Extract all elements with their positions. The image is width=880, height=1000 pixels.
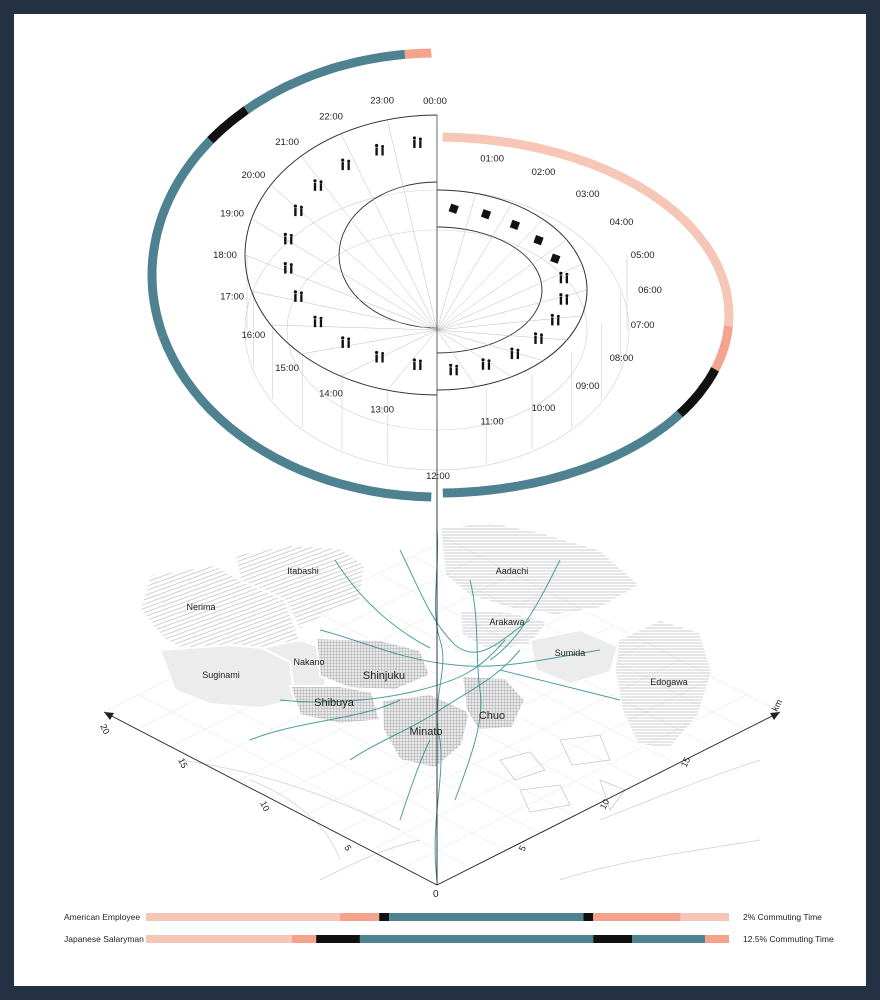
person-head-icon bbox=[510, 348, 513, 351]
person-head-icon bbox=[559, 293, 562, 296]
person-head-icon bbox=[313, 316, 316, 319]
person-body-icon bbox=[348, 340, 350, 348]
bar-segment-sleep bbox=[146, 935, 292, 943]
activity-figure bbox=[413, 136, 422, 148]
person-head-icon bbox=[375, 351, 378, 354]
hour-label: 15:00 bbox=[275, 363, 299, 375]
bar-segment-commute bbox=[593, 935, 632, 943]
person-head-icon bbox=[551, 314, 554, 317]
hour-label: 13:00 bbox=[370, 404, 394, 416]
clock-spoke bbox=[341, 330, 437, 376]
person-head-icon bbox=[375, 144, 378, 147]
bar-segment-work bbox=[389, 913, 583, 921]
district-label-shibuya: Shibuya bbox=[314, 697, 354, 709]
activity-figure bbox=[413, 358, 422, 370]
person-body-icon bbox=[450, 367, 452, 375]
axis-left-tick: 10 bbox=[258, 799, 272, 813]
clock-spoke bbox=[252, 291, 437, 330]
hour-label: 04:00 bbox=[609, 217, 634, 228]
person-body-icon bbox=[413, 140, 415, 148]
person-head-icon bbox=[565, 294, 568, 297]
activity-figure bbox=[510, 220, 520, 230]
hour-label: 02:00 bbox=[531, 167, 556, 179]
bar-segment-home bbox=[705, 935, 729, 943]
bar-segment-work bbox=[632, 935, 705, 943]
activity-figure bbox=[533, 235, 543, 245]
person-body-icon bbox=[551, 317, 553, 325]
time-band-segment-home bbox=[405, 53, 432, 54]
time-band-segment-commute bbox=[680, 369, 715, 414]
hour-label: 00:00 bbox=[423, 96, 447, 107]
bar-note-japanese: 12.5% Commuting Time bbox=[743, 934, 834, 944]
person-body-icon bbox=[284, 266, 286, 274]
hour-label: 11:00 bbox=[480, 416, 504, 428]
axis-right-tick: 5 bbox=[516, 843, 529, 853]
district-shape-aadachi bbox=[440, 522, 640, 615]
person-head-icon bbox=[449, 364, 452, 367]
person-body-icon bbox=[566, 297, 568, 305]
person-head-icon bbox=[455, 365, 458, 368]
district-label-aadachi: Aadachi bbox=[495, 566, 529, 576]
person-body-icon bbox=[511, 351, 513, 359]
bar-segment-home bbox=[340, 913, 379, 921]
activity-figure bbox=[375, 144, 384, 156]
axis-left-tick: 20 bbox=[98, 722, 112, 736]
bar-segment-sleep bbox=[146, 913, 340, 921]
activity-figure bbox=[449, 204, 459, 214]
bar-segment-home bbox=[292, 935, 317, 943]
hour-label: 12:00 bbox=[426, 471, 450, 482]
hour-label: 19:00 bbox=[220, 208, 245, 220]
sleep-box-icon bbox=[550, 253, 560, 263]
person-body-icon bbox=[300, 209, 302, 217]
person-body-icon bbox=[314, 319, 316, 327]
person-body-icon bbox=[456, 368, 458, 376]
person-body-icon bbox=[534, 336, 536, 344]
person-body-icon bbox=[566, 276, 568, 284]
hour-label: 01:00 bbox=[480, 153, 504, 165]
person-body-icon bbox=[419, 363, 421, 371]
person-head-icon bbox=[300, 291, 303, 294]
person-body-icon bbox=[375, 355, 377, 363]
time-band-segment-work bbox=[443, 414, 680, 493]
person-head-icon bbox=[284, 262, 287, 265]
hour-label: 14:00 bbox=[319, 388, 343, 400]
person-body-icon bbox=[381, 355, 383, 363]
sleep-box-icon bbox=[481, 209, 491, 219]
clock-spoke bbox=[301, 330, 437, 354]
axis-right-tick: 10 bbox=[597, 797, 612, 811]
person-head-icon bbox=[290, 234, 293, 237]
person-body-icon bbox=[342, 340, 344, 348]
tokyo-map bbox=[98, 420, 784, 900]
activity-figure bbox=[294, 205, 303, 217]
sleep-box-icon bbox=[510, 220, 520, 230]
person-body-icon bbox=[314, 183, 316, 191]
person-head-icon bbox=[413, 136, 416, 139]
person-head-icon bbox=[320, 317, 323, 320]
person-head-icon bbox=[347, 337, 350, 340]
bar-segment-commute bbox=[583, 913, 593, 921]
hour-label: 21:00 bbox=[275, 136, 299, 148]
district-label-chuo: Chuo bbox=[478, 710, 506, 722]
person-head-icon bbox=[313, 179, 316, 182]
clock-spoke bbox=[437, 330, 476, 387]
axis-left-tick: 15 bbox=[176, 756, 190, 770]
person-head-icon bbox=[381, 352, 384, 355]
hour-label: 22:00 bbox=[319, 111, 343, 123]
japanese-salaryman-bar bbox=[146, 935, 729, 943]
activity-figure bbox=[449, 364, 458, 376]
person-head-icon bbox=[290, 263, 293, 266]
person-body-icon bbox=[488, 362, 490, 370]
activity-figure bbox=[481, 358, 490, 370]
time-band-segment-work bbox=[163, 336, 431, 497]
district-label-suginami: Suginami bbox=[202, 670, 240, 680]
person-head-icon bbox=[557, 315, 560, 318]
hour-label: 23:00 bbox=[370, 95, 394, 107]
clock-spoke bbox=[437, 203, 512, 330]
district-label-sumida: Sumida bbox=[554, 648, 586, 658]
person-head-icon bbox=[516, 349, 519, 352]
clock-spoke bbox=[387, 330, 437, 390]
hour-label: 10:00 bbox=[531, 402, 556, 414]
person-head-icon bbox=[419, 360, 422, 363]
activity-figure bbox=[534, 332, 543, 344]
activity-figure bbox=[559, 293, 568, 305]
person-head-icon bbox=[559, 272, 562, 275]
commute-comparison bbox=[64, 912, 834, 944]
sleep-box-icon bbox=[533, 235, 543, 245]
hour-label: 06:00 bbox=[638, 285, 662, 296]
hour-label: 05:00 bbox=[630, 249, 655, 261]
bar-label-japanese: Japanese Salaryman bbox=[64, 934, 144, 944]
minor-roads bbox=[180, 760, 760, 880]
bar-label-american: American Employee bbox=[64, 912, 141, 922]
hour-label: 17:00 bbox=[220, 291, 245, 303]
person-head-icon bbox=[565, 273, 568, 276]
sleep-box-icon bbox=[449, 204, 459, 214]
activity-figure bbox=[481, 209, 491, 219]
person-body-icon bbox=[517, 352, 519, 360]
time-band-segment-sleep bbox=[443, 137, 729, 326]
person-body-icon bbox=[413, 362, 415, 370]
person-head-icon bbox=[534, 332, 537, 335]
person-head-icon bbox=[540, 333, 543, 336]
person-head-icon bbox=[320, 180, 323, 183]
time-band-segment-work bbox=[152, 140, 210, 336]
activity-figure bbox=[341, 159, 350, 171]
district-label-nerima: Nerima bbox=[186, 602, 216, 612]
activity-figure bbox=[559, 272, 568, 284]
hour-label: 20:00 bbox=[241, 170, 266, 181]
person-head-icon bbox=[381, 145, 384, 148]
district-label-itabashi: Itabashi bbox=[287, 566, 319, 576]
person-body-icon bbox=[381, 148, 383, 156]
person-head-icon bbox=[341, 336, 344, 339]
person-body-icon bbox=[320, 320, 322, 328]
hour-label: 07:00 bbox=[630, 320, 655, 332]
clock-spoke bbox=[245, 255, 437, 330]
person-body-icon bbox=[375, 148, 377, 156]
axis-left-tick: 5 bbox=[342, 843, 354, 853]
person-body-icon bbox=[320, 183, 322, 191]
bar-segment-work bbox=[360, 935, 593, 943]
person-body-icon bbox=[482, 362, 484, 370]
person-body-icon bbox=[300, 294, 302, 302]
person-head-icon bbox=[294, 290, 297, 293]
activity-figure bbox=[510, 348, 519, 360]
person-body-icon bbox=[294, 208, 296, 216]
bar-segment-sleep bbox=[681, 913, 729, 921]
activity-figure bbox=[313, 179, 322, 191]
person-body-icon bbox=[284, 236, 286, 244]
time-band-segment-commute bbox=[210, 110, 246, 140]
daily-clock-diagram bbox=[152, 53, 729, 497]
person-body-icon bbox=[557, 318, 559, 326]
district-label-shinjuku: Shinjuku bbox=[362, 670, 406, 682]
hour-labels bbox=[213, 96, 662, 483]
clock-spoke bbox=[437, 330, 512, 377]
person-body-icon bbox=[560, 297, 562, 305]
axis-right-tick: 15 bbox=[678, 755, 693, 769]
activity-figure bbox=[284, 233, 293, 245]
hour-label: 18:00 bbox=[213, 250, 237, 261]
person-body-icon bbox=[419, 141, 421, 149]
person-head-icon bbox=[347, 160, 350, 163]
person-body-icon bbox=[560, 275, 562, 283]
hour-label: 08:00 bbox=[609, 353, 634, 364]
person-body-icon bbox=[342, 162, 344, 170]
person-head-icon bbox=[413, 358, 416, 361]
district-label-arakawa: Arakawa bbox=[489, 617, 525, 627]
hour-label: 09:00 bbox=[575, 381, 600, 393]
person-body-icon bbox=[540, 336, 542, 344]
person-head-icon bbox=[294, 205, 297, 208]
clock-spoke bbox=[437, 330, 543, 361]
person-head-icon bbox=[481, 358, 484, 361]
axis-origin-label: 0 bbox=[433, 889, 439, 900]
bar-segment-commute bbox=[379, 913, 389, 921]
district-label-nakano: Nakano bbox=[293, 657, 325, 667]
activity-figure bbox=[550, 253, 560, 263]
person-body-icon bbox=[294, 294, 296, 302]
clock-spoke bbox=[437, 240, 567, 330]
time-band-segment-home bbox=[715, 326, 728, 369]
clock-spoke bbox=[252, 219, 437, 330]
activity-figure bbox=[551, 314, 560, 326]
axis-right-unit: km bbox=[769, 697, 785, 713]
district-shape-shinjuku bbox=[316, 638, 430, 690]
district-label-edogawa: Edogawa bbox=[650, 677, 688, 687]
person-body-icon bbox=[290, 266, 292, 274]
person-body-icon bbox=[290, 237, 292, 245]
person-body-icon bbox=[348, 163, 350, 171]
person-head-icon bbox=[300, 206, 303, 209]
district-label-minato: Minato bbox=[409, 726, 443, 738]
activity-figure bbox=[313, 316, 322, 328]
bar-segment-commute bbox=[316, 935, 360, 943]
person-head-icon bbox=[341, 159, 344, 162]
person-head-icon bbox=[488, 359, 491, 362]
bar-note-american: 2% Commuting Time bbox=[743, 912, 822, 922]
clock-spoke bbox=[341, 134, 437, 330]
clock-spoke bbox=[437, 330, 567, 340]
hour-label: 16:00 bbox=[241, 330, 266, 341]
person-head-icon bbox=[419, 138, 422, 141]
person-head-icon bbox=[284, 233, 287, 236]
hour-label: 03:00 bbox=[575, 188, 600, 200]
activity-figure bbox=[375, 351, 384, 363]
clock-spoke bbox=[437, 316, 582, 330]
bar-segment-home bbox=[593, 913, 681, 921]
american-employee-bar bbox=[146, 913, 729, 921]
